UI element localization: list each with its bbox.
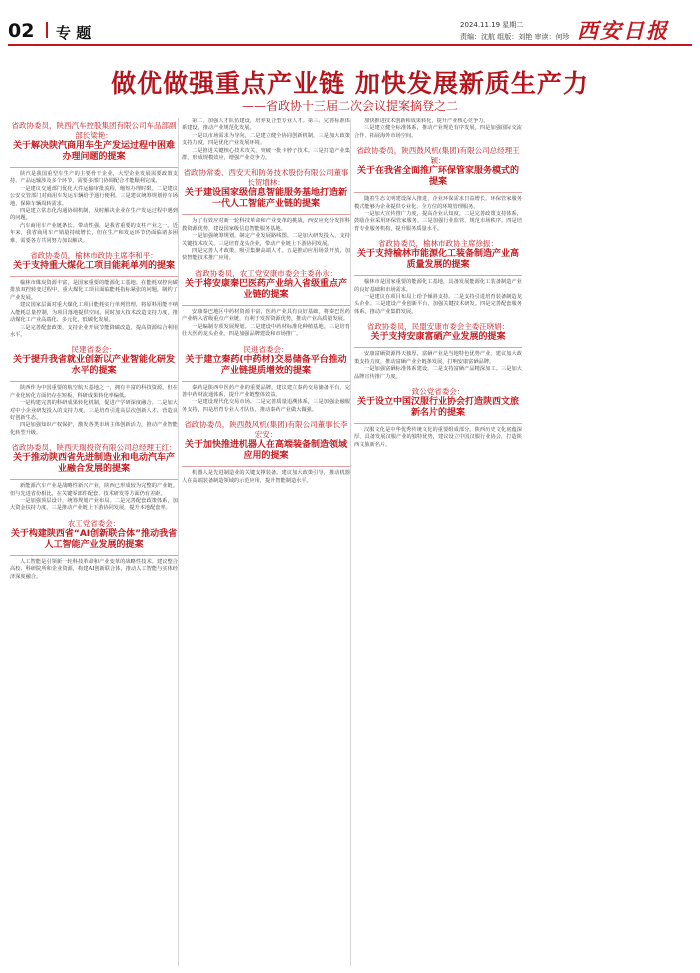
article	[182, 168, 350, 262]
title-divider	[354, 423, 522, 424]
title-divider	[10, 276, 178, 277]
column-divider	[350, 118, 351, 966]
article-body	[354, 279, 522, 316]
article-paragraph: 榆林市是国家重要的能源化工基地，具备发展能源化工装备制造产业的良好基础和市场需求。	[354, 279, 522, 293]
article-body	[354, 351, 522, 381]
article-paragraph: 新能源汽车产业是战略性新兴产业，陕西已形成较为完整的产业链。但与先进省份相比，在关键零部件配套、技术研发等方面仍有差距。	[10, 483, 178, 497]
article-paragraph: 一是构建完善的科研成果转化机制，促进产学研深度融合。二是加大对中小企业研发投入的支持力度。三是培育引进高层次创新人才，营造良好创新生态。	[10, 400, 178, 421]
article-paragraph: 一是加大宣传推广力度，提高企业认知度。二是完善政策支持体系，鼓励企业采用环保管家服务。三是加强行业监管，规范市场秩序。四是培育专业服务机构，提升服务质量水平。	[354, 211, 522, 232]
article-title: 关于推动陕西省先进制造业和电动汽车产业融合发展的提案	[12, 453, 175, 475]
title-divider	[354, 347, 522, 348]
article-title: 关于在我省全面推广环保管家服务模式的提案	[356, 166, 519, 188]
article-paragraph: 安康秦巴地区中药材资源丰富，医药产业具有良好基础。将秦巴医药产业纳入省级重点产业链，有利于发挥资源优势，推动产业高质量发展。	[182, 308, 350, 323]
article-byline: 省政协委员，陕西鼓风机(集团)有限公司董事长李宏安：	[184, 420, 348, 440]
masthead	[0, 0, 700, 46]
article-byline: 省政协常委、西安天和防务技术股份有限公司董事长贺增林：	[183, 168, 349, 188]
article-paragraph: 四是加强知识产权保护，激发各类市场主体创新活力，推动产业智能化转型升级。	[10, 422, 178, 436]
article-title: 关于建设国家级信息智能服务基地打造新一代人工智能产业链的提案	[184, 188, 347, 210]
article-paragraph: 一是加强统筹规划，制定产业发展路线图。二是加大研发投入，支持关键技术攻关。三是培育龙头企业，带动产业链上下游协同发展。	[182, 233, 350, 247]
article-paragraph: 汉服文化是中华优秀传统文化的重要组成部分。陕西历史文化底蕴深厚，具备发展汉服产业的独特优势，建议设立中国汉服行业协会，打造陕西文旅新名片。	[354, 426, 522, 448]
article-body	[10, 483, 178, 513]
article-body	[10, 385, 178, 437]
article-paragraph: 四是完善人才政策，吸引集聚高端人才。五是推动应用场景开放，加快智能技术推广应用。	[182, 248, 350, 262]
article	[182, 345, 350, 415]
article	[354, 146, 522, 233]
article-body	[182, 218, 350, 262]
article-title: 关于提升我省就业创新以产业智能化研发水平的提案	[12, 355, 175, 377]
article-byline: 省政协委员，陕西鼓风机(集团)有限公司总经理王颖：	[356, 146, 520, 166]
article-body	[182, 470, 350, 485]
newspaper-logo: 西安日报	[577, 18, 669, 43]
article-paragraph: 陕西作为中国重要的航空航天基地之一，拥有丰富的科技资源。但在产业化转化方面仍存在短板，科研成果转化率偏低。	[10, 385, 178, 399]
article-body	[10, 280, 178, 339]
article-paragraph: 人工智能是引领新一轮科技革命和产业变革的战略性技术。建议整合高校、科研院所和企业资源，构建AI创新联合体，推动人工智能与实体经济深度融合。	[10, 558, 178, 580]
title-divider	[182, 305, 350, 306]
article-paragraph: 三是完善配套政策，支持企业开展节能降碳改造，提高资源综合利用水平。	[10, 324, 178, 338]
article-paragraph: 榆林市煤炭资源丰富，是国家重要的能源化工基地。在能耗双控向碳排放双控转变过程中，重大煤化工项目面临能耗指标紧张的问题，制约了产业发展。	[10, 280, 178, 301]
article	[182, 269, 350, 339]
issue-date: 2024.11.19 星期二	[460, 21, 524, 29]
title-divider	[354, 192, 522, 193]
article-paragraph: 第二，加强人才队伍建设，培养复合型专业人才。第三，完善标准体系建设，推动产业规范化发展。	[182, 118, 350, 132]
article-title: 关于支持榆林市能源化工装备制造产业高质量发展的提案	[356, 249, 519, 271]
title-divider	[10, 555, 178, 556]
article-byline: 省政协委员，农工党安康市委会主委孙永：	[194, 268, 338, 278]
article-body	[354, 118, 522, 140]
article	[10, 251, 178, 339]
article-title: 关于加快推进机器人在高端装备制造领域应用的提案	[184, 440, 347, 462]
article-byline: 省政协委员，陕西天瑞投资有限公司总经理王红：	[11, 443, 177, 453]
article-title: 关于建立秦药(中药材)交易储备平台推动产业链提质增效的提案	[185, 354, 347, 376]
article-paragraph: 汽车商用车产业链条长、带动性强，是我省重要的支柱产业之一。近年来，我省商用车产销量持续增长，但在生产和发运环节仍面临诸多困难，需要各方共同努力加以解决。	[10, 222, 178, 244]
article	[354, 322, 522, 381]
article	[10, 519, 178, 581]
article-paragraph: 一是建议在项目布局上给予倾斜支持。二是支持引进培育装备制造龙头企业。三是建设产业创新平台，加强关键技术研发。四是完善配套服务体系，推动产业集群发展。	[354, 294, 522, 315]
article-body	[182, 385, 350, 415]
article	[182, 420, 350, 485]
article-paragraph: 陕汽是我国重型车生产的主要骨干企业，大型企业发展需要政策支持。产品运输涉及多个环节，需要多部门协调配合才能顺利完成。	[10, 171, 178, 185]
article	[354, 387, 522, 449]
article-byline: 省政协委员，榆林市政协主席徐振：	[378, 239, 498, 249]
article-paragraph: 一是加强富硒标准体系建设。二是支持富硒产品精深加工。三是加大品牌宣传推广力度。	[354, 366, 522, 380]
article-body	[182, 309, 350, 339]
column-3	[354, 118, 522, 966]
column-divider	[178, 118, 179, 966]
column-1	[10, 118, 178, 966]
section-label: 专 题	[56, 24, 92, 42]
article-byline: 省政协委员，陕西汽车控股集团有限公司车品部副部长梁艳：	[11, 121, 177, 140]
article-paragraph: 一是建议交通部门优化大件运输审批流程，缩短办理时限。二是建议公安交管部门对商用车发运车辆给予通行便利。三是建议统筹规划停车场地，保障车辆周转需求。	[10, 185, 178, 207]
article-paragraph: 秦药是陕西中医药产业的重要品牌。建议建立秦药交易储备平台，完善中药材流通体系，提升产业链整体效益。	[182, 384, 350, 398]
article	[354, 239, 522, 316]
article-byline: 民进省委会：	[243, 344, 289, 354]
column-2	[182, 118, 350, 966]
article-byline: 省政协委员，民盟安康市委会主委汪晓娟：	[366, 322, 510, 332]
article	[182, 118, 350, 162]
article-byline: 致公党省委会：	[411, 386, 465, 396]
article-paragraph: 二是推进关键核心技术攻关，突破一批卡脖子技术。三是打造产业集群，形成规模效应，增强产业竞争力。	[182, 147, 350, 162]
article-paragraph: 四是建立常态化沟通协调机制，及时解决企业在生产发运过程中遇到的问题。	[10, 208, 178, 222]
article-body	[10, 559, 178, 581]
page-subheadline: ——省政协十三届二次会议提案摘登之二	[241, 99, 458, 113]
article	[354, 118, 522, 140]
article-paragraph: 建议国家层面对重大煤化工项目能耗实行单列管理，将原料用能不纳入能耗总量控制，为项目落地提供空间。同时加大技术改造支持力度，推动煤化工产业高端化、多元化、低碳化发展。	[10, 302, 178, 324]
article-body	[182, 118, 350, 162]
article-title: 关于解决陕汽商用车生产发运过程中困难办理问题的提案	[12, 141, 175, 162]
article-byline: 民建省委会：	[71, 345, 117, 355]
article-paragraph: 安康富硒资源得天独厚，富硒产业是当地特色优势产业。建议加大政策支持力度，推动富硒产业全链条发展，打响安康富硒品牌。	[354, 351, 522, 365]
article-paragraph: 加快推进技术创新和成果转化，提升产业核心竞争力。	[364, 118, 489, 124]
title-divider	[10, 479, 178, 480]
article	[10, 443, 178, 513]
article-paragraph: 一是以市场需求为导向，二是建立健全协同创新机制，三是加大政策支持力度，四是优化产业发展环境。	[182, 132, 350, 147]
article-paragraph: 一是加强顶层设计，统筹规划产业布局。二是完善配套政策体系，加大资金扶持力度。三是推动产业链上下游协同发展，提升本地配套率。	[10, 497, 178, 512]
article-title: 关于支持安康富硒产业发展的提案	[370, 332, 506, 343]
page-headline: 做优做强重点产业链 加快发展新质生产力	[111, 69, 589, 98]
article-byline: 农工党省委会：	[67, 518, 121, 528]
article-paragraph: 一是编制专项发展规划。二是建设中药材标准化种植基地。三是培育壮大医药龙头企业。四是加强品牌建设和市场推广。	[182, 323, 350, 338]
article-paragraph: 三是建立健全标准体系，推动产业规范有序发展。四是加强国际交流合作，拓展海外市场空间。	[354, 125, 522, 139]
article-title: 关于将安康秦巴医药产业纳入省级重点产业链的提案	[184, 278, 347, 300]
title-divider	[182, 381, 350, 382]
article	[10, 121, 178, 245]
article-paragraph: 为了有效应对新一轮科技革命和产业变革的挑战，西安应充分发挥科教资源优势，建设国家级信息智能服务基地。	[182, 218, 350, 232]
article	[10, 345, 178, 437]
article-byline: 省政协委员，榆林市政协主席李和平：	[30, 251, 158, 261]
article-body	[10, 171, 178, 245]
title-divider	[182, 466, 350, 467]
article-paragraph: 随着生态文明建设深入推进，企业环保需求日益增长。环保管家服务模式能够为企业提供专业化、全方位的环境管理服务。	[354, 196, 522, 210]
article-paragraph: 机器人是先进制造业的关键支撑装备。建议加大政策引导，推动机器人在高端装备制造领域的示范应用，提升智能制造水平。	[182, 470, 350, 484]
article-body	[354, 196, 522, 233]
title-divider	[10, 381, 178, 382]
article-paragraph: 一是建设现代化交易市场，二是完善质量追溯体系，三是加强金融服务支持，四是培育专业人才队伍，推动秦药产业做大做强。	[182, 399, 350, 413]
page-number: 02	[8, 20, 35, 42]
editor-credits: 责编：沈航 组版：刘艳 审读：何珍	[460, 33, 570, 41]
article-title: 关于设立中国汉服行业协会打造陕西文旅新名片的提案	[356, 396, 519, 418]
masthead-rule	[8, 44, 692, 46]
title-divider	[354, 275, 522, 276]
page-number-divider	[46, 22, 48, 38]
article-body	[354, 427, 522, 449]
article-title: 关于支持重大煤化工项目能耗单列的提案	[12, 261, 175, 272]
article-title: 关于构建陕西省“AI创新联合体”推动我省人工智能产业发展的提案	[10, 528, 178, 550]
title-divider	[182, 214, 350, 215]
title-divider	[10, 167, 178, 168]
